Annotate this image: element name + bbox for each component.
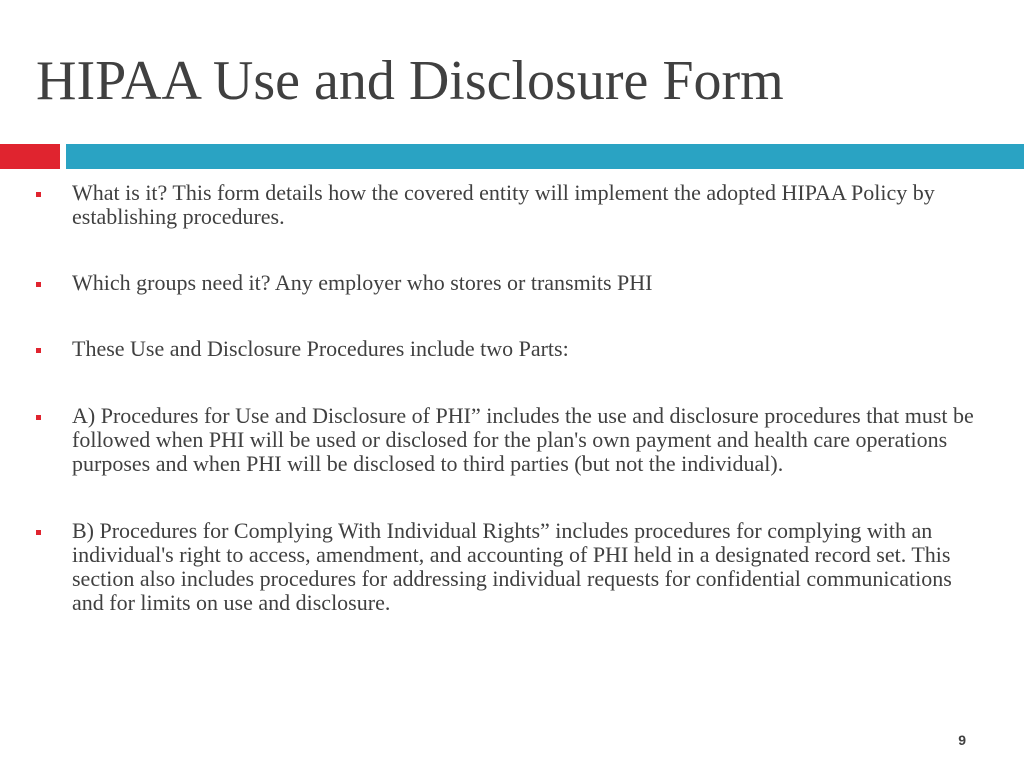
bullet-text: What is it? This form details how the covered entity will implement the adopted HIPAA Policy by establishing procedures. (72, 180, 935, 229)
slide-title: HIPAA Use and Disclosure Form (36, 50, 784, 112)
bullet-item-part-a (36, 404, 986, 476)
bullet-item-which-groups (36, 271, 986, 295)
title-rule-blue (66, 144, 1024, 169)
square-bullet-icon (36, 530, 41, 535)
title-rule-red (0, 144, 60, 169)
page-number: 9 (958, 732, 966, 748)
bullet-item-part-b (36, 519, 986, 615)
square-bullet-icon (36, 192, 41, 197)
bullet-item-what-is-it (36, 181, 986, 229)
bullet-text: Which groups need it? Any employer who stores or transmits PHI (72, 270, 653, 295)
square-bullet-icon (36, 415, 41, 420)
bullet-text: B) Procedures for Complying With Individual Rights” includes procedures for complying with an individual's right to access, amendment, and accounting of PHI held in a designated record set. This section also includes procedures for addressing individual requests for confidential communications and for limits on use and disclosure. (72, 518, 952, 615)
bullet-text: A) Procedures for Use and Disclosure of PHI” includes the use and disclosure procedures that must be followed when PHI will be used or disclosed for the plan's own payment and health care operations purposes and when PHI will be disclosed to third parties (but not the individual). (72, 403, 974, 476)
bullet-text: These Use and Disclosure Procedures include two Parts: (72, 336, 569, 361)
square-bullet-icon (36, 282, 41, 287)
bullet-item-two-parts (36, 337, 986, 361)
bullet-list (36, 181, 986, 657)
square-bullet-icon (36, 348, 41, 353)
